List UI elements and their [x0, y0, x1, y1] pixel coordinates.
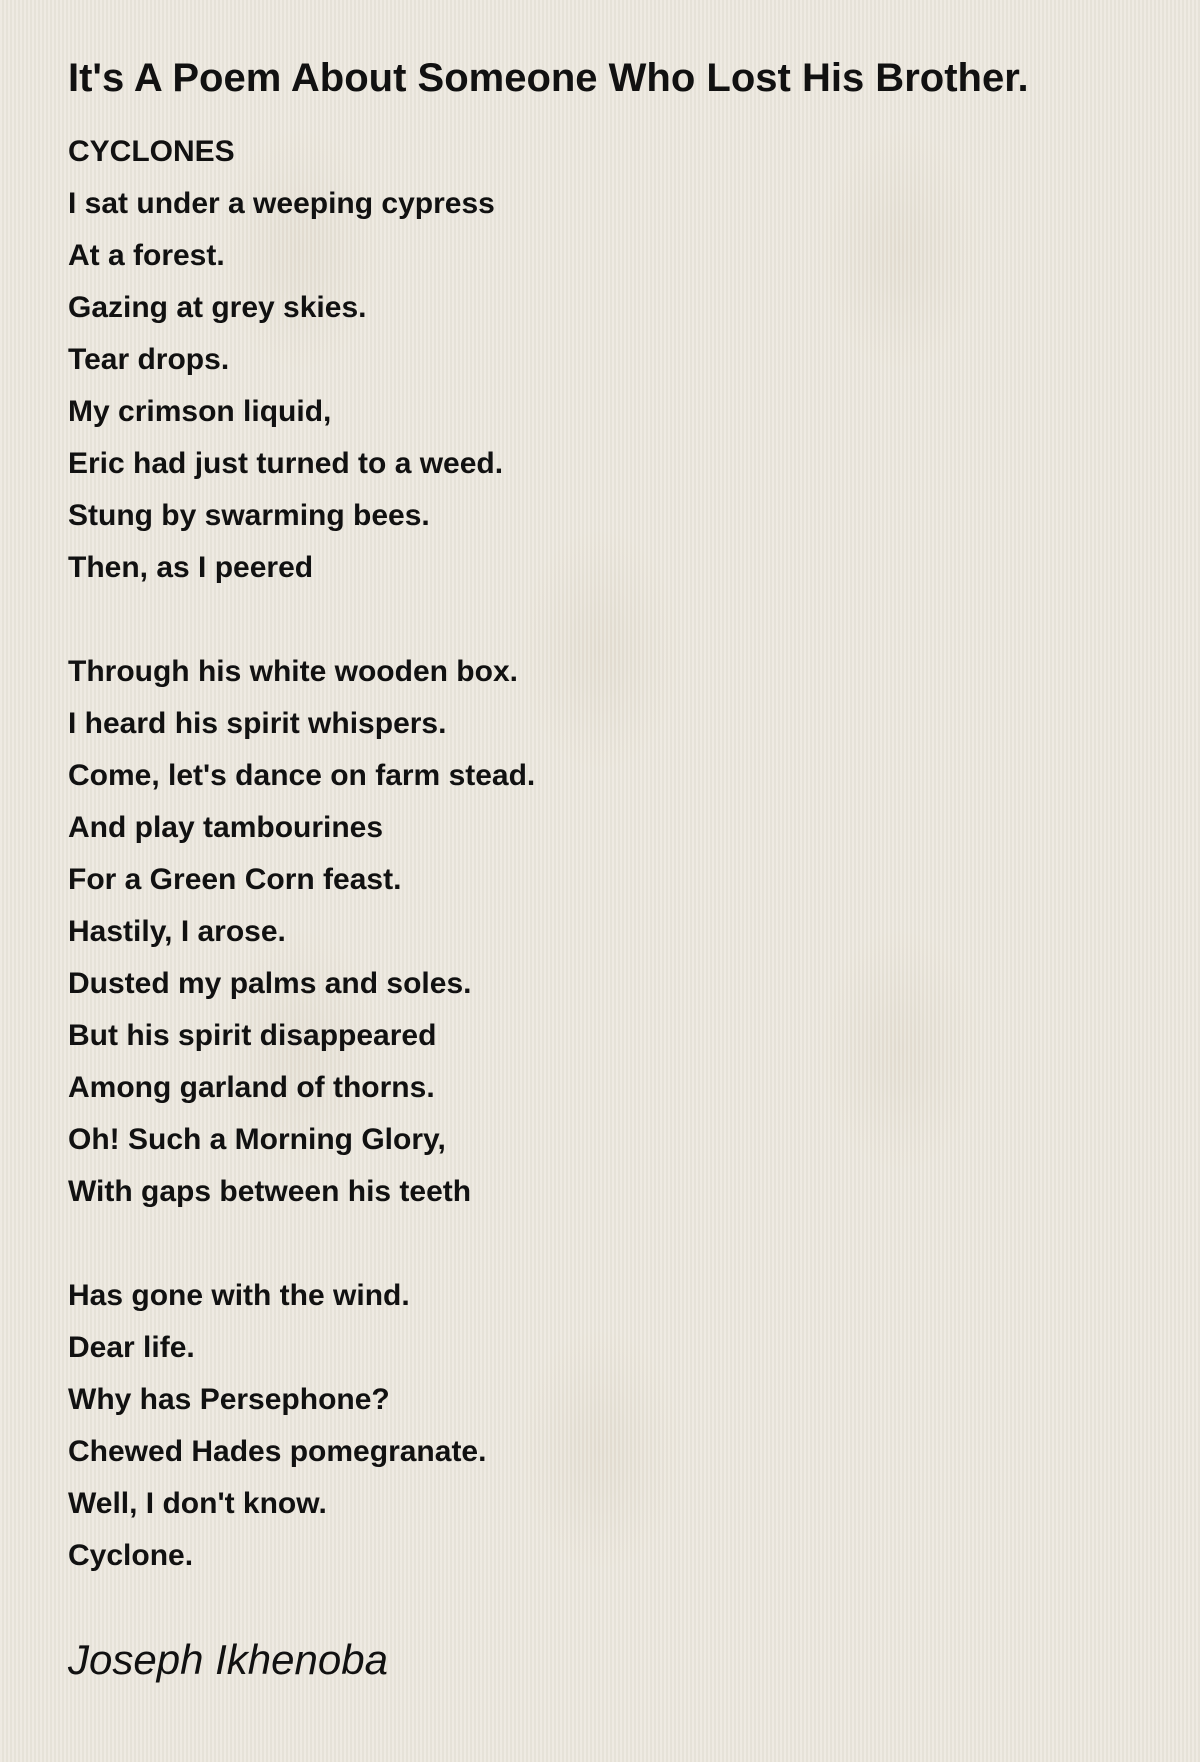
poem-line: Has gone with the wind. [68, 1279, 410, 1312]
poem-line: I heard his spirit whispers. [68, 707, 447, 740]
poem-line: Dear life. [68, 1331, 195, 1364]
poem-line: Among garland of thorns. [68, 1071, 435, 1104]
poem-line: Chewed Hades pomegranate. [68, 1435, 487, 1468]
poem-line: Gazing at grey skies. [68, 291, 367, 324]
poem-line: I sat under a weeping cypress [68, 187, 495, 220]
poem-line: Well, I don't know. [68, 1487, 327, 1520]
poem-line: But his spirit disappeared [68, 1019, 437, 1052]
stanza-3 [68, 1270, 1168, 1582]
stanza-2 [68, 646, 1168, 1218]
poem-line: Stung by swarming bees. [68, 499, 430, 532]
poem-line: Oh! Such a Morning Glory, [68, 1123, 446, 1156]
poem-body [68, 126, 1168, 1582]
poem-line: Eric had just turned to a weed. [68, 447, 504, 480]
poem-line: Dusted my palms and soles. [68, 967, 472, 1000]
poem-line: Hastily, I arose. [68, 915, 286, 948]
page-title: It's A Poem About Someone Who Lost His Brother. [68, 56, 1029, 100]
poem-page [68, 50, 1168, 1686]
author-name: Joseph Ikhenoba [68, 1636, 388, 1683]
poem-line: Why has Persephone? [68, 1383, 390, 1416]
poem-line: At a forest. [68, 239, 225, 272]
poem-line: Through his white wooden box. [68, 655, 518, 688]
poem-line: And play tambourines [68, 811, 384, 844]
poem-line: Cyclone. [68, 1539, 194, 1572]
poem-line: My crimson liquid, [68, 395, 332, 428]
poem-line: Come, let's dance on farm stead. [68, 759, 536, 792]
poem-line: Tear drops. [68, 343, 230, 376]
stanza-1 [68, 126, 1168, 594]
poem-line: Then, as I peered [68, 551, 314, 584]
poem-line: For a Green Corn feast. [68, 863, 402, 896]
poem-line: With gaps between his teeth [68, 1175, 472, 1208]
poem-line: CYCLONES [68, 135, 235, 168]
